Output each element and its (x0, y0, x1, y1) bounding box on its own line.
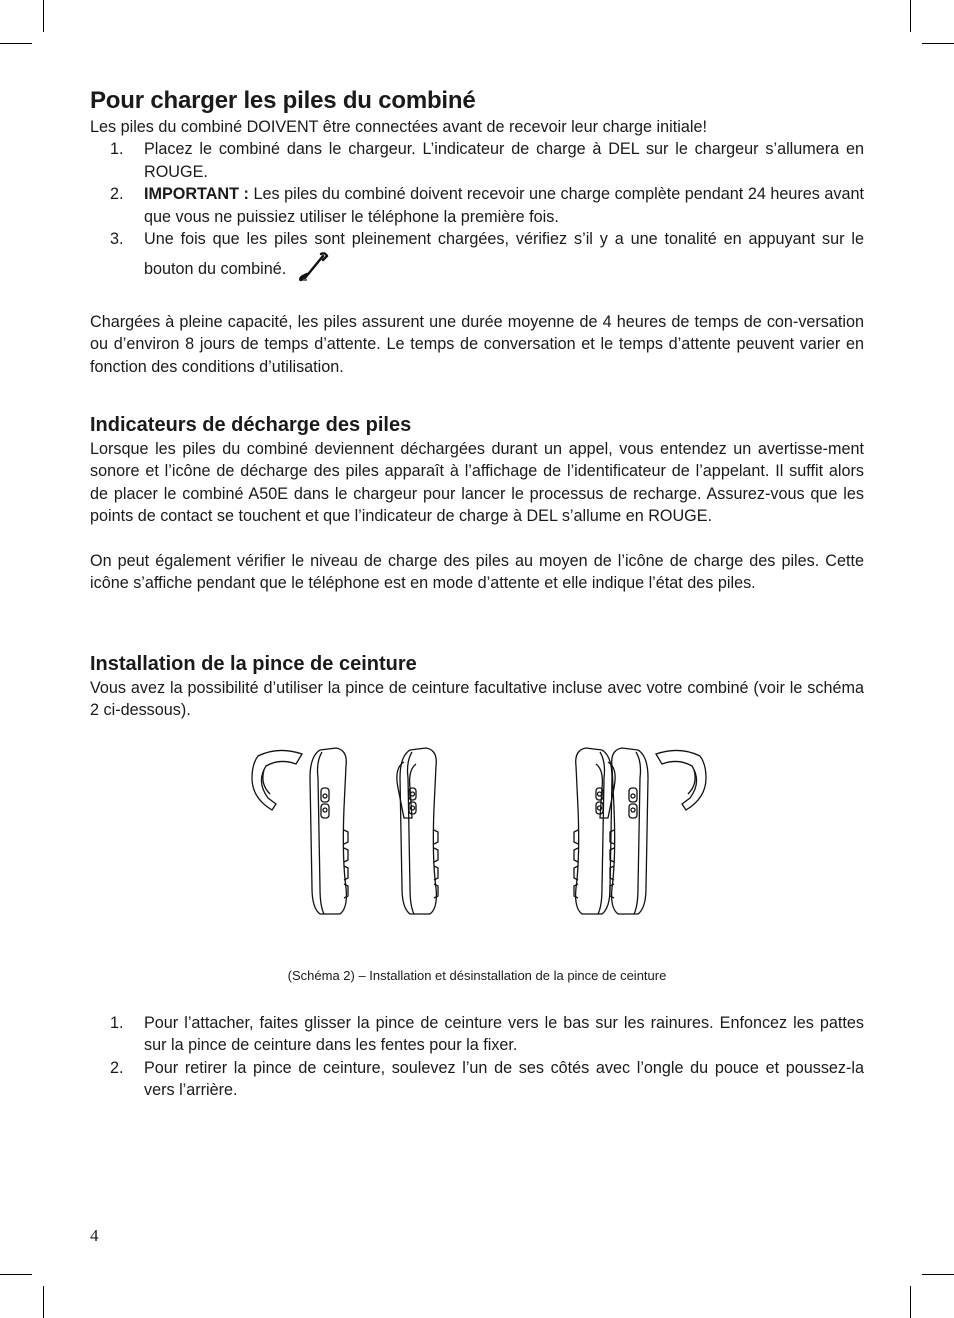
step-text: Une fois que les piles sont pleinement chargées, vérifiez s’il y a une tonalité en appuyant sur le bouton du combiné. (144, 230, 864, 279)
charging-intro: Les piles du combiné DOIVENT être connectées avant de recevoir leur charge initiale! (90, 118, 707, 136)
belt-clip-figure (90, 746, 864, 916)
crop-mark (0, 1274, 32, 1275)
crop-mark (922, 43, 954, 44)
step-number: 1. (110, 140, 124, 159)
crop-mark (910, 1286, 911, 1318)
page-number: 4 (90, 1226, 99, 1245)
list-item (90, 138, 864, 183)
step-number: 1. (110, 1014, 124, 1032)
crop-mark (43, 0, 44, 32)
step-text: Pour l’attacher, faites glisser la pince de ceinture vers le bas sur les rainures. Enfoncez les pattes sur la pince de ceinture dans les fentes pour la fixer. (144, 1014, 864, 1055)
belt-clip-steps (90, 1012, 864, 1102)
step-text: Placez le combiné dans le chargeur. L’indicateur de charge à DEL sur le chargeur s’allumera en ROUGE. (144, 140, 864, 181)
section-title-charging: Pour charger les piles du combiné (90, 87, 476, 114)
crop-mark (922, 1274, 954, 1275)
discharge-paragraph-2: On peut également vérifier le niveau de charge des piles au moyen de l’icône de charge des piles. Cette icône s’affiche pendant que le téléphone est en mode d’attente et elle indique l’état des piles. (90, 551, 864, 593)
page-content (90, 86, 864, 1100)
crop-mark (0, 43, 32, 44)
step-text: Pour retirer la pince de ceinture, soulevez l’un de ses côtés avec l’ongle du pouce et poussez-la vers l’arrière. (144, 1058, 864, 1100)
charging-note: Chargées à pleine capacité, les piles assurent une durée moyenne de 4 heures de temps de con-versation ou d’environ 8 jours de temps d’attente. Le temps de conversation et le temps d’attente peuvent varier en fonction des conditions d’utilisation. (90, 312, 864, 376)
belt-clip-intro: Vous avez la possibilité d’utiliser la pince de ceinture facultative incluse avec votre combiné (voir le schéma 2 ci-dessous). (90, 678, 864, 719)
crop-mark (43, 1286, 44, 1318)
important-label: IMPORTANT : (144, 185, 249, 204)
section-title-discharge: Indicateurs de décharge des piles (90, 414, 412, 437)
list-item (90, 228, 864, 289)
list-item (90, 1057, 864, 1102)
handset-belt-clip-illustration (90, 746, 864, 916)
step-number: 3. (110, 230, 124, 249)
step-number: 2. (110, 185, 124, 204)
step-text: Les piles du combiné doivent recevoir une charge complète pendant 24 heures avant que vous ne puissiez utiliser le téléphone la première fois. (144, 185, 864, 226)
handset-talk-icon (297, 250, 331, 288)
step-number: 2. (110, 1058, 124, 1077)
section-title-belt-clip: Installation de la pince de ceinture (90, 652, 417, 675)
figure-caption: (Schéma 2) – Installation et désinstallation de la pince de ceinture (287, 968, 667, 983)
charging-steps (90, 138, 864, 288)
list-item (90, 183, 864, 228)
crop-mark (910, 0, 911, 32)
discharge-paragraph-1: Lorsque les piles du combiné deviennent déchargées durant un appel, vous entendez un avertisse-ment sonore et l’icône de décharge des piles apparaît à l’affichage de l’identificateur de l’appelant. Il suffit alors de placer le combiné A50E dans le chargeur pour lancer le processus de recharge. Assurez-vous que les points de contact se touchent et que l’indicateur de charge à DEL s’allume en ROUGE. (90, 440, 864, 526)
list-item (90, 1012, 864, 1057)
